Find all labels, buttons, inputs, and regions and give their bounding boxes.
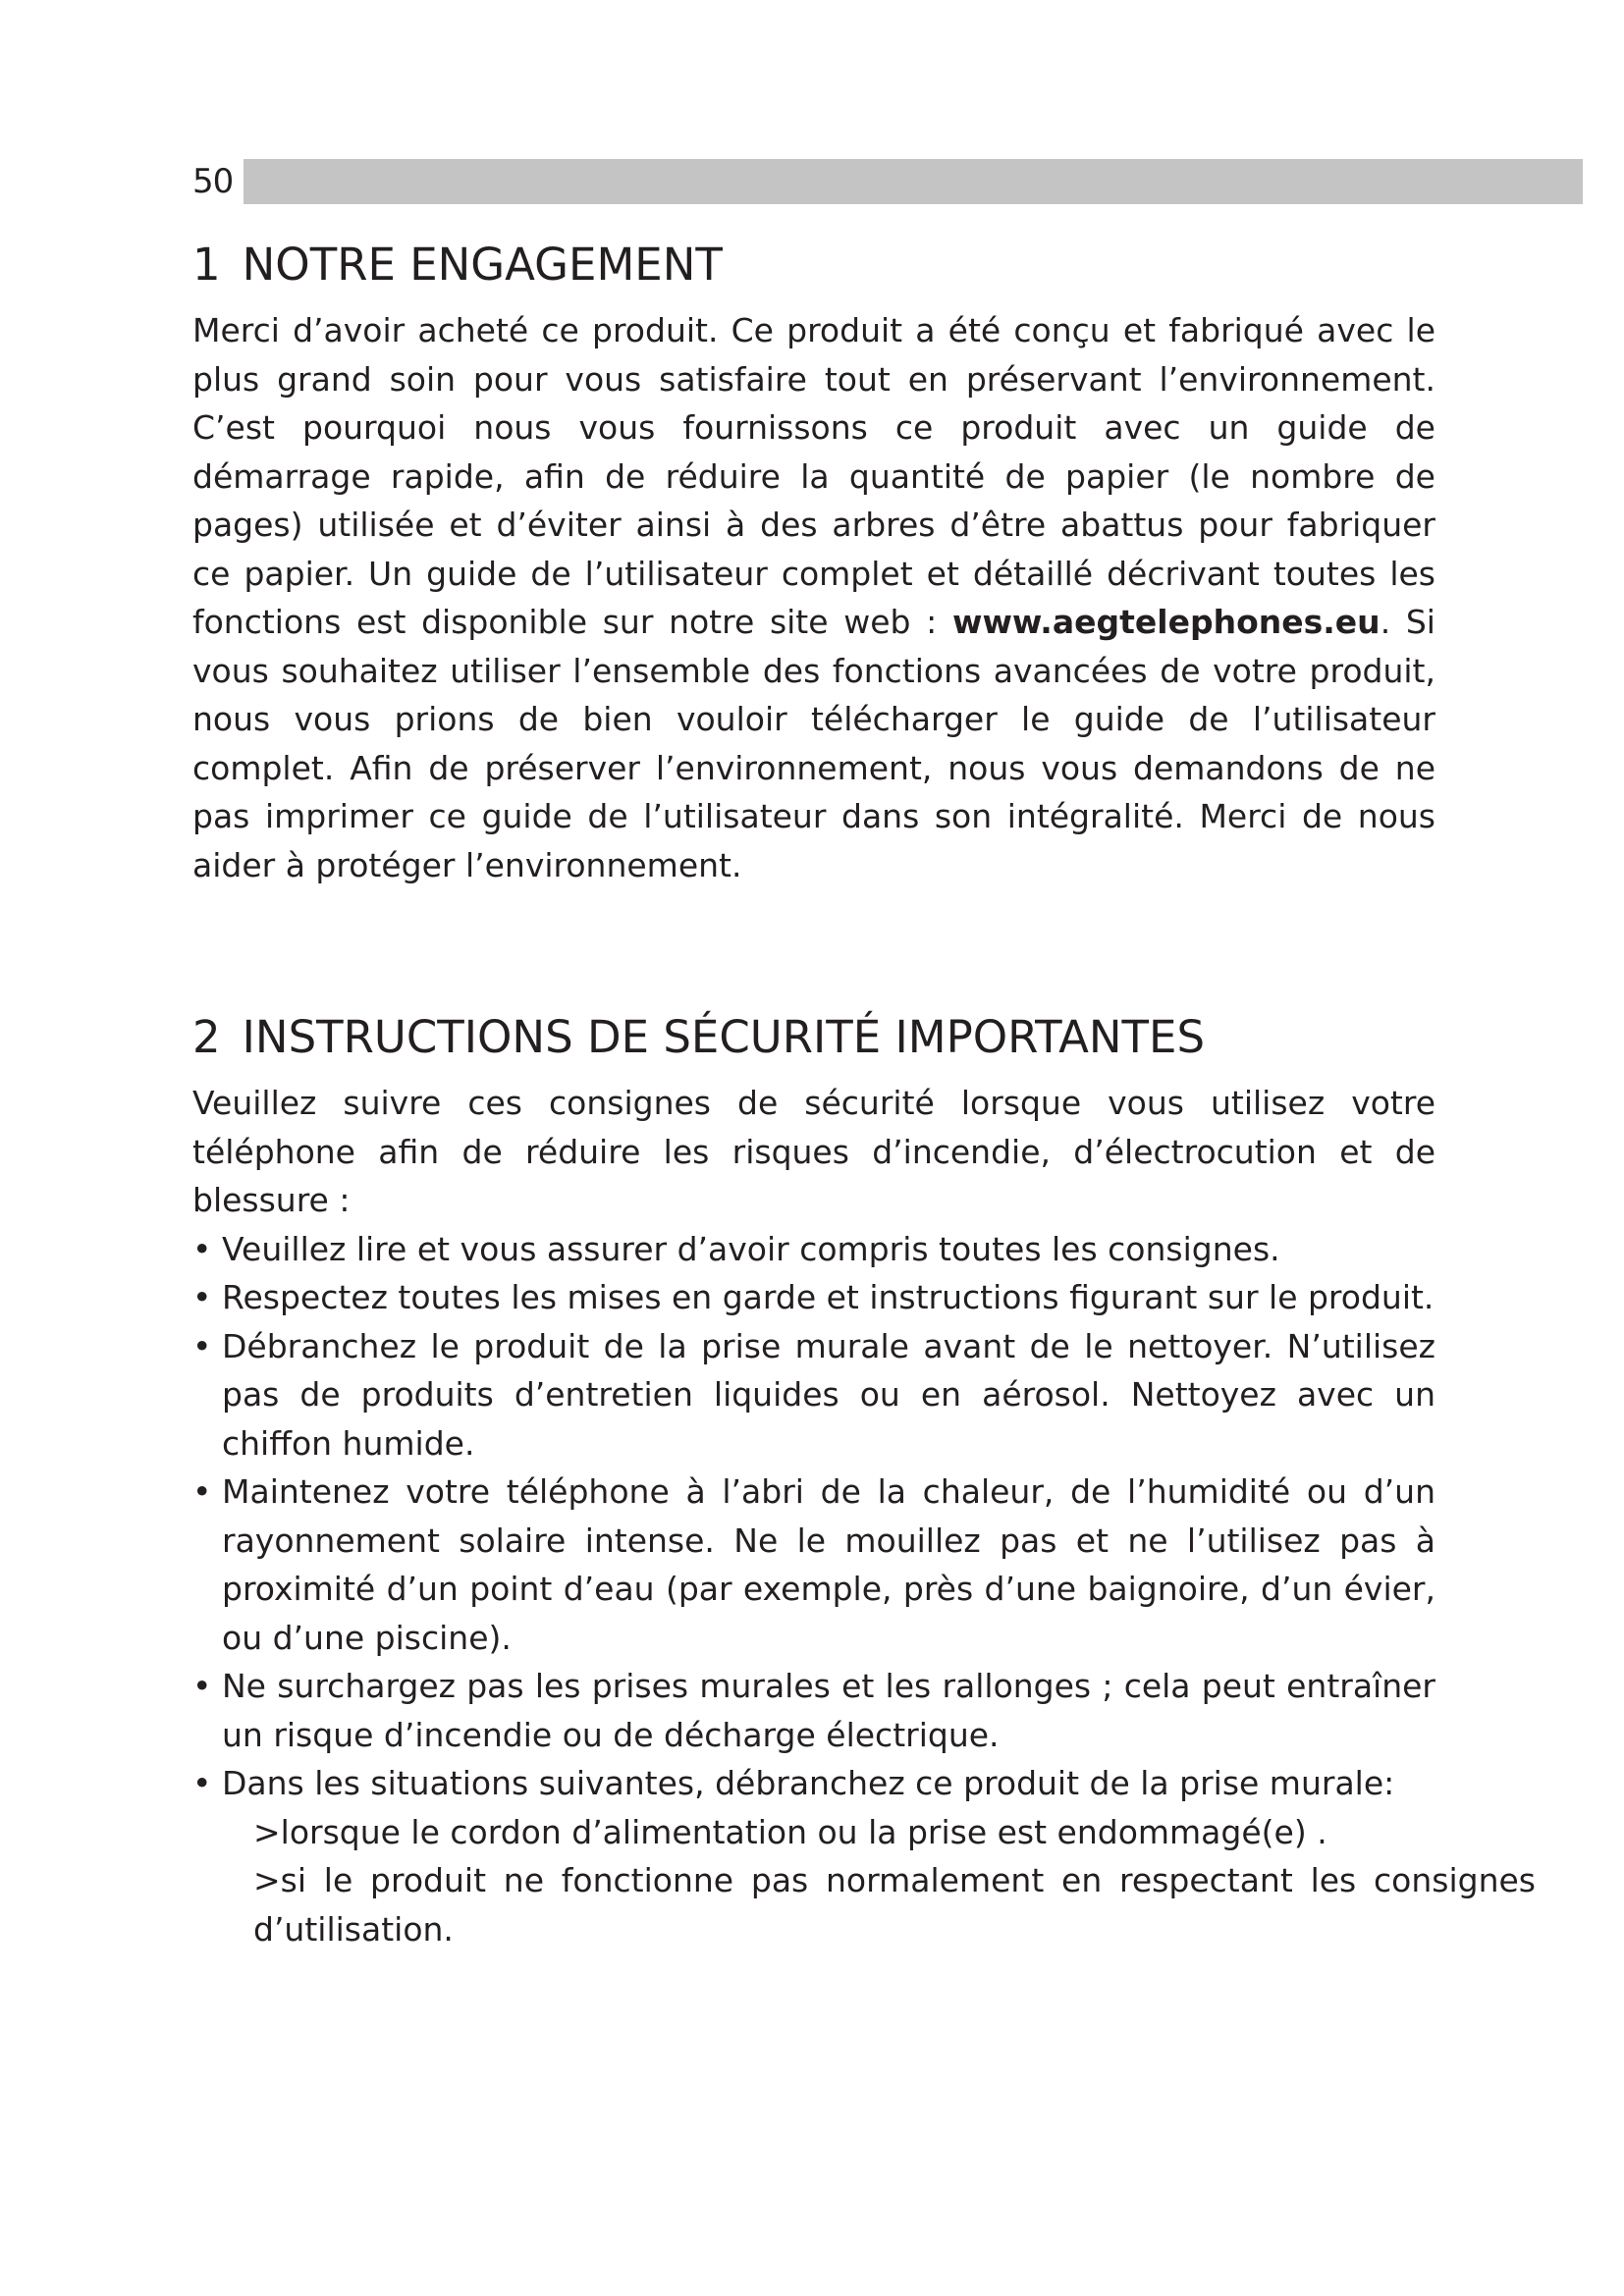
bullet-icon: • bbox=[192, 1764, 212, 1802]
safety-list-item bbox=[192, 1322, 1435, 1468]
website-link[interactable]: www.aegtelephones.eu bbox=[951, 603, 1380, 641]
safety-list-item bbox=[192, 1662, 1435, 1759]
page-content bbox=[192, 224, 1536, 1953]
section-1-title-text: NOTRE ENGAGEMENT bbox=[242, 239, 723, 291]
bullet-icon: • bbox=[192, 1326, 212, 1365]
safety-list bbox=[192, 1225, 1435, 1808]
safety-list-item bbox=[192, 1225, 1435, 1274]
section-1-paragraph bbox=[192, 306, 1435, 889]
section-instructions-securite bbox=[192, 996, 1536, 1953]
unplug-condition-item: >si le produit ne fonctionne pas normalement en respectant les consignes d’utilisation. bbox=[253, 1861, 1536, 1949]
section-1-text-before-link: Merci d’avoir acheté ce produit. Ce produit a été conçu et fabriqué avec le plus grand soin pour vous satisfaire tout en préservant l’environnement. C’est pourquoi nous vous fournissons ce produit avec un guide de démarrage rapide, afin de réduire la quantité de papier (le nombre de pages) utilisée et d’éviter ainsi à des arbres d’être abattus pour fabriquer ce papier. Un guide de l’utilisateur complet et détaillé décrivant toutes les fonctions est disponible sur notre site web : bbox=[192, 311, 1435, 641]
safety-item-text: Ne surchargez pas les prises murales et les rallonges ; cela peut entraîner un risque d’incendie ou de décharge électrique. bbox=[222, 1667, 1435, 1754]
safety-item-text: Dans les situations suivantes, débranchez ce produit de la prise murale: bbox=[222, 1764, 1395, 1802]
safety-item-text: Veuillez lire et vous assurer d’avoir compris toutes les consignes. bbox=[222, 1229, 1280, 1268]
section-1-text-after-link: . Si vous souhaitez utiliser l’ensemble des fonctions avancées de votre produit, nous vous prions de bien vouloir télécharger le guide de l’utilisateur complet. Afin de préserver l’environnement, nous vous demandons de ne pas imprimer ce guide de l’utilisateur dans son intégralité. Merci de nous aider à protéger l’environnement. bbox=[192, 603, 1435, 884]
section-notre-engagement bbox=[192, 224, 1435, 889]
bullet-icon: • bbox=[192, 1278, 212, 1316]
safety-list-item bbox=[192, 1759, 1435, 1808]
bullet-icon: • bbox=[192, 1667, 212, 1705]
safety-list-item bbox=[192, 1273, 1435, 1322]
unplug-condition-item: >lorsque le cordon d’alimentation ou la prise est endommagé(e) . bbox=[253, 1812, 1327, 1851]
page-number: 50 bbox=[192, 159, 244, 204]
section-2-title bbox=[192, 996, 1435, 1079]
header-bar bbox=[192, 159, 1583, 204]
safety-item-text: Maintenez votre téléphone à l’abri de la chaleur, de l’humidité ou d’un rayonnement solaire intense. Ne le mouillez pas et ne l’utilisez pas à proximité d’un point d’eau (par exemple, près d’une baignoire, d’un évier, ou d’une piscine). bbox=[222, 1472, 1435, 1657]
section-1-number: 1 bbox=[192, 239, 221, 291]
bullet-icon: • bbox=[192, 1229, 212, 1268]
section-2-intro: Veuillez suivre ces consignes de sécurité lorsque vous utilisez votre téléphone afin de réduire les risques d’incendie, d’électrocution et de blessure : bbox=[192, 1084, 1435, 1219]
section-2-title-text: INSTRUCTIONS DE SÉCURITÉ IMPORTANTES bbox=[242, 1011, 1206, 1063]
safety-item-text: Débranchez le produit de la prise murale avant de le nettoyer. N’utilisez pas de produits d’entretien liquides ou en aérosol. Nettoyez avec un chiffon humide. bbox=[222, 1326, 1435, 1463]
safety-list-item bbox=[192, 1468, 1435, 1662]
section-2-number: 2 bbox=[192, 1011, 221, 1063]
section-1-title bbox=[192, 224, 1435, 306]
unplug-conditions-list bbox=[253, 1808, 1536, 1954]
safety-item-text: Respectez toutes les mises en garde et instructions figurant sur le produit. bbox=[222, 1278, 1435, 1316]
bullet-icon: • bbox=[192, 1472, 212, 1511]
